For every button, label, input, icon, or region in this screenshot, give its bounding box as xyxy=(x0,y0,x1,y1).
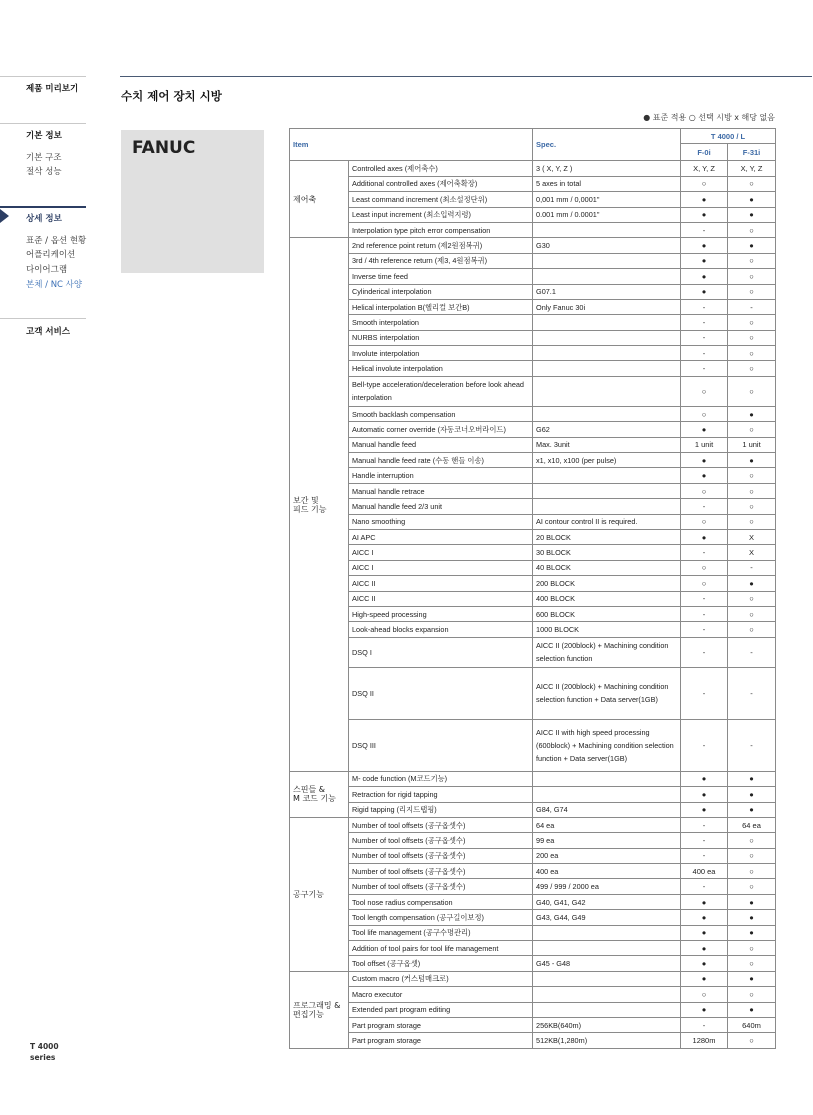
item-cell: AICC II xyxy=(349,591,533,606)
f0i-cell: - xyxy=(681,591,728,606)
item-cell: DSQ II xyxy=(349,667,533,719)
item-cell: Tool offset (공구옵셋) xyxy=(349,956,533,971)
spec-cell: 600 BLOCK xyxy=(533,606,681,621)
f31i-cell: ○ xyxy=(728,956,776,971)
f0i-cell: ● xyxy=(681,1002,728,1017)
spec-cell: 99 ea xyxy=(533,833,681,848)
spec-cell: G84, G74 xyxy=(533,802,681,817)
series-label xyxy=(30,1041,59,1063)
f0i-cell: ● xyxy=(681,802,728,817)
group-label: 제어축 xyxy=(290,161,349,238)
table-row xyxy=(290,161,776,176)
table-row xyxy=(290,437,776,452)
f0i-cell: - xyxy=(681,622,728,637)
f31i-cell: ○ xyxy=(728,422,776,437)
table-row xyxy=(290,284,776,299)
item-cell: Helical interpolation B(헬리컬 보간B) xyxy=(349,299,533,314)
table-row xyxy=(290,1017,776,1032)
f31i-cell: ○ xyxy=(728,483,776,498)
f31i-cell: ● xyxy=(728,925,776,940)
f0i-cell: ● xyxy=(681,787,728,802)
spec-cell xyxy=(533,361,681,376)
table-row xyxy=(290,833,776,848)
f0i-cell: ○ xyxy=(681,376,728,406)
f0i-cell: - xyxy=(681,299,728,314)
col-header-spec: Spec. xyxy=(533,129,681,161)
f0i-cell: ● xyxy=(681,453,728,468)
f0i-cell: - xyxy=(681,222,728,237)
item-cell: Smooth interpolation xyxy=(349,315,533,330)
table-row xyxy=(290,376,776,406)
nav-customer-service[interactable]: 고객 서비스 xyxy=(26,327,71,337)
f0i-cell: ● xyxy=(681,956,728,971)
f31i-cell: ○ xyxy=(728,514,776,529)
brand-name: FANUC xyxy=(132,138,196,158)
f0i-cell: ● xyxy=(681,422,728,437)
table-row xyxy=(290,269,776,284)
f0i-cell: ○ xyxy=(681,514,728,529)
f31i-cell: ○ xyxy=(728,284,776,299)
f0i-cell: - xyxy=(681,315,728,330)
f0i-cell: ● xyxy=(681,192,728,207)
f31i-cell: - xyxy=(728,560,776,575)
spec-table-body xyxy=(290,161,776,1048)
nav-standard-options[interactable]: 표준 / 옵션 현황 xyxy=(26,236,87,246)
f0i-cell: ● xyxy=(681,910,728,925)
spec-cell: G62 xyxy=(533,422,681,437)
spec-cell xyxy=(533,468,681,483)
f31i-cell: ○ xyxy=(728,253,776,268)
item-cell: Smooth backlash compensation xyxy=(349,406,533,421)
table-row xyxy=(290,545,776,560)
table-row xyxy=(290,956,776,971)
item-cell: Least input increment (최소입력지령) xyxy=(349,207,533,222)
item-cell: AICC II xyxy=(349,576,533,591)
spec-cell: 200 BLOCK xyxy=(533,576,681,591)
table-row xyxy=(290,499,776,514)
f31i-cell: X, Y, Z xyxy=(728,161,776,176)
header-rule xyxy=(120,76,812,77)
item-cell: Look-ahead blocks expansion xyxy=(349,622,533,637)
nav-basic-structure[interactable]: 기본 구조 xyxy=(26,153,62,163)
f0i-cell: ● xyxy=(681,894,728,909)
nav-active-marker-icon xyxy=(0,209,9,223)
col-header-model: F-31i xyxy=(728,144,776,161)
item-cell: Manual handle feed rate (수동 핸들 이송) xyxy=(349,453,533,468)
f31i-cell: 1 unit xyxy=(728,437,776,452)
f0i-cell: 400 ea xyxy=(681,864,728,879)
f0i-cell: X, Y, Z xyxy=(681,161,728,176)
item-cell: Manual handle feed xyxy=(349,437,533,452)
table-row xyxy=(290,591,776,606)
f31i-cell: ○ xyxy=(728,864,776,879)
table-row xyxy=(290,787,776,802)
col-header-item: Item xyxy=(290,129,533,161)
col-header-machine: T 4000 / L xyxy=(681,129,776,144)
f31i-cell: ○ xyxy=(728,330,776,345)
item-cell: Number of tool offsets (공구옵셋수) xyxy=(349,879,533,894)
spec-cell: 3 ( X, Y, Z ) xyxy=(533,161,681,176)
brand-box xyxy=(121,130,264,273)
table-row xyxy=(290,222,776,237)
table-row xyxy=(290,771,776,786)
table-row xyxy=(290,925,776,940)
spec-cell: Max. 3unit xyxy=(533,437,681,452)
f31i-cell: - xyxy=(728,299,776,314)
spec-table xyxy=(289,128,776,1049)
table-row xyxy=(290,299,776,314)
f0i-cell: ○ xyxy=(681,483,728,498)
spec-cell: 200 ea xyxy=(533,848,681,863)
item-cell: Interpolation type pitch error compensation xyxy=(349,222,533,237)
f0i-cell: ● xyxy=(681,941,728,956)
f31i-cell: ● xyxy=(728,1002,776,1017)
spec-cell xyxy=(533,253,681,268)
spec-cell: 1000 BLOCK xyxy=(533,622,681,637)
table-row xyxy=(290,667,776,719)
spec-cell: 0.001 mm / 0.0001" xyxy=(533,207,681,222)
table-row xyxy=(290,894,776,909)
f31i-cell: 640m xyxy=(728,1017,776,1032)
item-cell: AICC I xyxy=(349,545,533,560)
spec-cell xyxy=(533,376,681,406)
f0i-cell: - xyxy=(681,346,728,361)
item-cell: Automatic corner override (자동코너오버라이드) xyxy=(349,422,533,437)
item-cell: AICC I xyxy=(349,560,533,575)
spec-cell xyxy=(533,499,681,514)
item-cell: Additional controlled axes (제어축확장) xyxy=(349,176,533,191)
item-cell: Custom macro (커스텀매크로) xyxy=(349,971,533,986)
f0i-cell: ● xyxy=(681,269,728,284)
f0i-cell: 1 unit xyxy=(681,437,728,452)
item-cell: High-speed processing xyxy=(349,606,533,621)
item-cell: Part program storage xyxy=(349,1033,533,1048)
group-label: 프로그래밍 & 편집기능 xyxy=(290,971,349,1048)
table-row xyxy=(290,422,776,437)
spec-cell: G43, G44, G49 xyxy=(533,910,681,925)
table-row xyxy=(290,253,776,268)
f31i-cell: ○ xyxy=(728,468,776,483)
spec-cell: Only Fanuc 30i xyxy=(533,299,681,314)
f0i-cell: ● xyxy=(681,207,728,222)
item-cell: Number of tool offsets (공구옵셋수) xyxy=(349,864,533,879)
item-cell: Tool length compensation (공구길이보정) xyxy=(349,910,533,925)
spec-cell: G07.1 xyxy=(533,284,681,299)
f0i-cell: - xyxy=(681,606,728,621)
table-row xyxy=(290,453,776,468)
f0i-cell: ● xyxy=(681,468,728,483)
spec-cell xyxy=(533,925,681,940)
nav-divider xyxy=(0,76,86,77)
item-cell: NURBS interpolation xyxy=(349,330,533,345)
f0i-cell: - xyxy=(681,361,728,376)
item-cell: Number of tool offsets (공구옵셋수) xyxy=(349,817,533,832)
spec-cell xyxy=(533,346,681,361)
item-cell: Rigid tapping (리지드탭핑) xyxy=(349,802,533,817)
f31i-cell: ○ xyxy=(728,987,776,1002)
spec-cell: 499 / 999 / 2000 ea xyxy=(533,879,681,894)
group-label: 보간 및 피드 기능 xyxy=(290,238,349,771)
nav-product-preview[interactable]: 제품 미리보기 xyxy=(26,84,79,94)
f0i-cell: ● xyxy=(681,925,728,940)
f0i-cell: - xyxy=(681,499,728,514)
f31i-cell: ○ xyxy=(728,361,776,376)
f0i-cell: - xyxy=(681,667,728,719)
spec-cell: 20 BLOCK xyxy=(533,529,681,544)
table-row xyxy=(290,207,776,222)
item-cell: Extended part program editing xyxy=(349,1002,533,1017)
item-cell: Addition of tool pairs for tool life management xyxy=(349,941,533,956)
item-cell: Part program storage xyxy=(349,1017,533,1032)
table-row xyxy=(290,637,776,667)
table-row xyxy=(290,606,776,621)
f31i-cell: ● xyxy=(728,910,776,925)
f0i-cell: ● xyxy=(681,238,728,253)
item-cell: Nano smoothing xyxy=(349,514,533,529)
f31i-cell: ● xyxy=(728,894,776,909)
f31i-cell: ○ xyxy=(728,622,776,637)
item-cell: DSQ III xyxy=(349,719,533,771)
series-model: T 4000 xyxy=(30,1042,59,1051)
series-word: series xyxy=(30,1053,56,1062)
table-row xyxy=(290,1033,776,1048)
table-row xyxy=(290,514,776,529)
spec-cell: 5 axes in total xyxy=(533,176,681,191)
f0i-cell: ○ xyxy=(681,987,728,1002)
item-cell: Least command increment (최소설정단위) xyxy=(349,192,533,207)
table-row xyxy=(290,315,776,330)
spec-cell xyxy=(533,269,681,284)
spec-cell xyxy=(533,971,681,986)
spec-cell xyxy=(533,787,681,802)
item-cell: 3rd / 4th reference return (제3, 4원점복귀) xyxy=(349,253,533,268)
nav-cutting-performance[interactable]: 절삭 성능 xyxy=(26,167,62,177)
table-row xyxy=(290,848,776,863)
item-cell: Inverse time feed xyxy=(349,269,533,284)
nav-divider xyxy=(0,318,86,319)
f0i-cell: ● xyxy=(681,771,728,786)
table-row xyxy=(290,560,776,575)
item-cell: Helical involute interpolation xyxy=(349,361,533,376)
table-row xyxy=(290,802,776,817)
table-row xyxy=(290,406,776,421)
table-row xyxy=(290,192,776,207)
group-label: 스핀들 & M 코드 기능 xyxy=(290,771,349,817)
item-cell: 2nd reference point return (제2원점복귀) xyxy=(349,238,533,253)
f31i-cell: ● xyxy=(728,971,776,986)
f0i-cell: - xyxy=(681,637,728,667)
spec-cell: 400 BLOCK xyxy=(533,591,681,606)
table-row xyxy=(290,910,776,925)
f0i-cell: - xyxy=(681,833,728,848)
f31i-cell: ○ xyxy=(728,315,776,330)
f31i-cell: ● xyxy=(728,406,776,421)
table-row xyxy=(290,879,776,894)
f0i-cell: ● xyxy=(681,529,728,544)
nav-detail-info[interactable]: 상세 정보 xyxy=(26,214,62,224)
f31i-cell: ○ xyxy=(728,848,776,863)
item-cell: Bell-type acceleration/deceleration before look ahead interpolation xyxy=(349,376,533,406)
group-label: 공구기능 xyxy=(290,817,349,971)
f31i-cell: ● xyxy=(728,802,776,817)
table-row xyxy=(290,576,776,591)
table-row xyxy=(290,483,776,498)
f31i-cell: X xyxy=(728,529,776,544)
f31i-cell: ○ xyxy=(728,222,776,237)
item-cell: Manual handle feed 2/3 unit xyxy=(349,499,533,514)
table-row xyxy=(290,971,776,986)
spec-cell: 256KB(640m) xyxy=(533,1017,681,1032)
f0i-cell: ○ xyxy=(681,576,728,591)
f0i-cell: - xyxy=(681,848,728,863)
spec-cell: AICC II with high speed processing (600block) + Machining condition selection function + Data server(1GB) xyxy=(533,719,681,771)
table-row xyxy=(290,941,776,956)
f31i-cell: ○ xyxy=(728,499,776,514)
spec-cell xyxy=(533,1002,681,1017)
item-cell: Number of tool offsets (공구옵셋수) xyxy=(349,833,533,848)
spec-cell: AICC II (200block) + Machining condition selection function + Data server(1GB) xyxy=(533,667,681,719)
nav-application[interactable]: 어플리케이션 xyxy=(26,250,76,260)
f0i-cell: ○ xyxy=(681,176,728,191)
spec-cell: 30 BLOCK xyxy=(533,545,681,560)
item-cell: Retraction for rigid tapping xyxy=(349,787,533,802)
f31i-cell: ● xyxy=(728,787,776,802)
f31i-cell: ● xyxy=(728,192,776,207)
f31i-cell: ● xyxy=(728,771,776,786)
col-header-model: F-0i xyxy=(681,144,728,161)
f0i-cell: ● xyxy=(681,971,728,986)
f31i-cell: ○ xyxy=(728,376,776,406)
spec-cell: 64 ea xyxy=(533,817,681,832)
spec-cell: AI contour control II is required. xyxy=(533,514,681,529)
f0i-cell: 1280m xyxy=(681,1033,728,1048)
f0i-cell: ● xyxy=(681,284,728,299)
table-row xyxy=(290,176,776,191)
f31i-cell: ○ xyxy=(728,1033,776,1048)
spec-cell: G45 - G48 xyxy=(533,956,681,971)
f0i-cell: - xyxy=(681,545,728,560)
table-row xyxy=(290,361,776,376)
table-row xyxy=(290,346,776,361)
spec-cell: 40 BLOCK xyxy=(533,560,681,575)
spec-cell: 400 ea xyxy=(533,864,681,879)
f31i-cell: ● xyxy=(728,207,776,222)
f31i-cell: ○ xyxy=(728,346,776,361)
f0i-cell: - xyxy=(681,879,728,894)
item-cell: Controlled axes (제어축수) xyxy=(349,161,533,176)
f0i-cell: - xyxy=(681,719,728,771)
f31i-cell: - xyxy=(728,719,776,771)
f31i-cell: ● xyxy=(728,576,776,591)
item-cell: DSQ I xyxy=(349,637,533,667)
item-cell: Macro executor xyxy=(349,987,533,1002)
spec-cell: AICC II (200block) + Machining condition selection function xyxy=(533,637,681,667)
spec-cell xyxy=(533,483,681,498)
spec-cell xyxy=(533,406,681,421)
f31i-cell: - xyxy=(728,637,776,667)
f31i-cell: ○ xyxy=(728,833,776,848)
table-row xyxy=(290,719,776,771)
f0i-cell: - xyxy=(681,817,728,832)
f31i-cell: - xyxy=(728,667,776,719)
f31i-cell: ○ xyxy=(728,591,776,606)
nav-body-nc-spec[interactable]: 본체 / NC 사양 xyxy=(26,280,83,290)
page-title: 수치 제어 장치 시방 xyxy=(121,89,222,103)
table-row xyxy=(290,238,776,253)
f31i-cell: ● xyxy=(728,453,776,468)
item-cell: M- code function (M코드기능) xyxy=(349,771,533,786)
table-row xyxy=(290,1002,776,1017)
f31i-cell: ○ xyxy=(728,879,776,894)
f31i-cell: ○ xyxy=(728,941,776,956)
spec-cell: 0,001 mm / 0,0001" xyxy=(533,192,681,207)
f31i-cell: 64 ea xyxy=(728,817,776,832)
nav-divider xyxy=(0,123,86,124)
item-cell: Tool nose radius compensation xyxy=(349,894,533,909)
item-cell: Cylinderical interpolation xyxy=(349,284,533,299)
item-cell: Involute interpolation xyxy=(349,346,533,361)
spec-cell xyxy=(533,222,681,237)
f31i-cell: ○ xyxy=(728,606,776,621)
f0i-cell: - xyxy=(681,1017,728,1032)
spec-cell xyxy=(533,315,681,330)
f0i-cell: ○ xyxy=(681,560,728,575)
f31i-cell: ○ xyxy=(728,269,776,284)
table-row xyxy=(290,330,776,345)
f0i-cell: - xyxy=(681,330,728,345)
spec-cell xyxy=(533,987,681,1002)
table-row xyxy=(290,622,776,637)
spec-cell: 512KB(1,280m) xyxy=(533,1033,681,1048)
f0i-cell: ○ xyxy=(681,406,728,421)
f31i-cell: ○ xyxy=(728,176,776,191)
item-cell: Number of tool offsets (공구옵셋수) xyxy=(349,848,533,863)
item-cell: Tool life management (공구수명관리) xyxy=(349,925,533,940)
spec-cell: G30 xyxy=(533,238,681,253)
nav-active-divider xyxy=(0,206,86,208)
table-row xyxy=(290,817,776,832)
table-row xyxy=(290,864,776,879)
table-row xyxy=(290,468,776,483)
spec-cell: G40, G41, G42 xyxy=(533,894,681,909)
table-row xyxy=(290,987,776,1002)
spec-cell xyxy=(533,941,681,956)
item-cell: Manual handle retrace xyxy=(349,483,533,498)
f0i-cell: ● xyxy=(681,253,728,268)
item-cell: Handle interruption xyxy=(349,468,533,483)
spec-cell: x1, x10, x100 (per pulse) xyxy=(533,453,681,468)
spec-cell xyxy=(533,771,681,786)
nav-diagram[interactable]: 다이어그램 xyxy=(26,265,68,275)
nav-basic-info[interactable]: 기본 정보 xyxy=(26,131,62,141)
f31i-cell: ● xyxy=(728,238,776,253)
item-cell: AI APC xyxy=(349,529,533,544)
spec-cell xyxy=(533,330,681,345)
table-row xyxy=(290,529,776,544)
f31i-cell: X xyxy=(728,545,776,560)
legend: ● 표준 적용 ○ 선택 시방 x 해당 없음 xyxy=(643,113,775,122)
